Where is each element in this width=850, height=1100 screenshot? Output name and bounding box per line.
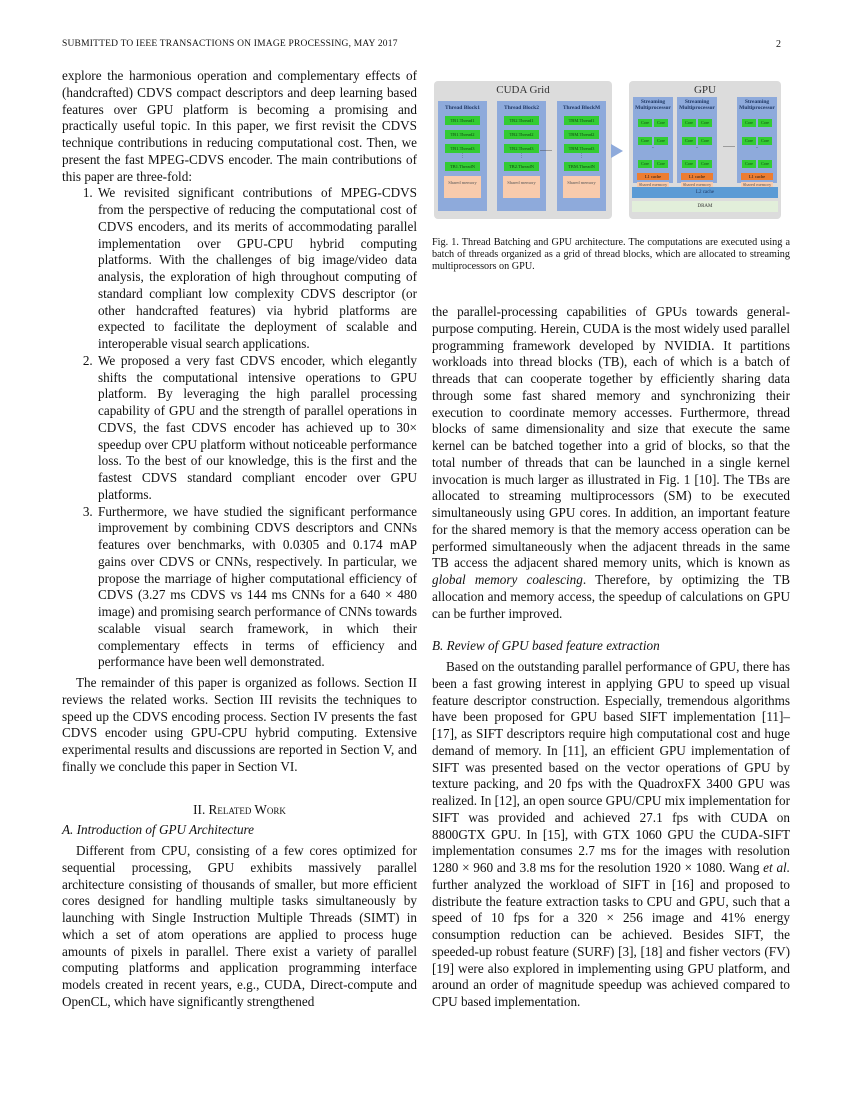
text: the parallel-processing capabilities of GPUs towards general-purpose computing. Herein, CUDA is the most widely used parallel programming framework developed by NVIDIA. It partitions workloads into thread blocks (TB), each of which is a batch of threads that can cooperate together by efficiently sharing data through some fast shared memory and synchronizing their execution to coordinate memory accesses. Furthermore, thread blocks of same dimensionality and size that execute the same kernel can be batched together into a grid of blocks, so that the total number of threads that can be launched in a single kernel invocation is much larger as illustrated in Fig. 1 [10]. The TBs are allocated to streaming multiprocessors (SM) to be executed simultaneously using GPU cores. In addition, an important feature for the shared memory is that the memory access operation can be performed simultaneously when the adjacent threads in the same TB access the adjacent shared memory units, which is known as bbox=[432, 304, 790, 571]
thread: TB2.ThreadN bbox=[504, 162, 539, 171]
l1-cache: L1 cache bbox=[637, 173, 669, 180]
streaming-multiprocessor: Streaming Multiprocessor Core CoreCore Core - Core Core L1 cache Shared memory bbox=[633, 97, 673, 183]
streaming-multiprocessor: Streaming Multiprocessor Core CoreCore Core - Core Core L1 cache Shared memory bbox=[677, 97, 717, 183]
core: Core bbox=[682, 137, 696, 145]
thread-block bbox=[438, 101, 487, 211]
core: Core bbox=[742, 160, 756, 168]
l2-cache: L2 cache bbox=[632, 187, 778, 198]
shared-memory: Shared memory bbox=[681, 182, 713, 196]
core: Core bbox=[682, 119, 696, 127]
sm-title: Streaming Multiprocessor bbox=[679, 99, 715, 111]
figure-caption: Fig. 1. Thread Batching and GPU architecture. The computations are executed using a batch of threads organized as a grid of thread blocks, which are allocated to streaming multiprocessors on GPU. bbox=[432, 237, 790, 273]
ellipsis: ...... bbox=[540, 144, 552, 153]
shared-memory: Shared memory bbox=[503, 176, 540, 198]
core: Core bbox=[742, 137, 756, 145]
vertical-ellipsis: ⋮ bbox=[519, 154, 524, 159]
emphasis: global memory coalescing bbox=[432, 572, 583, 587]
text: . Therefore, by optimizing the TB allocation and memory access, the speedup of calculations on GPU can be further improved. bbox=[432, 572, 790, 621]
section-heading: II. Related Work bbox=[193, 801, 286, 817]
thread: TB1.ThreadN bbox=[445, 162, 480, 171]
thread: TBM.Thread2 bbox=[564, 130, 599, 139]
streaming-multiprocessor: Streaming Multiprocessor Core CoreCore Core - Core Core L1 cache Shared memory bbox=[737, 97, 777, 183]
text: Based on the outstanding parallel performance of GPU, there has been a fast growing interest in applying GPU to speed up visual feature descriptor construction. Especially, tremendous algorithms have been proposed for GPU based SIFT implementation [11]–[17], as SIFT descriptors require high computational cost and huge demand of memory. In [11], an efficient GPU implementation of SIFT was presented based on the vector operations of GPU by texture packing, and 20 fps with the QuadroxFX 3400 GPU was realized. In [12], an open source GPU/CPU mix implementation for SIFT was provided and achieved 27.1 fps with CUDA on 8800GTX GPU. In [15], with GTX 1060 GPU the CUDA-SIFT implementation consumes 2.7 ms for the images with resolution 1280 × 960 and 3.8 ms for the resolution 1920 × 1080. Wang bbox=[432, 659, 790, 875]
gpu-paragraph: Different from CPU, consisting of a few cores optimized for sequential processing, GPU exhibits massively parallel architecture consisting of thousands of smaller, but more efficient cores designed for handling multiple tasks simultaneously by launching with Single Instruction Multiple Threads (SIMT) in which a set of atom operations are applied to process huge amounts of pixels in parallel. There exist a variety of parallel computing platforms and application programming interface models created in recent years, e.g., CUDA, Direct-compute and OpenCL, which have significantly strengthened bbox=[62, 843, 417, 1009]
thread: TB1.Thread1 bbox=[445, 116, 480, 125]
core: Core bbox=[638, 160, 652, 168]
core: Core bbox=[758, 137, 772, 145]
vertical-ellipsis: ⋮ bbox=[460, 154, 465, 159]
core: Core bbox=[654, 119, 668, 127]
dram: DRAM bbox=[632, 201, 778, 212]
thread: TBM.Thread1 bbox=[564, 116, 599, 125]
right-column bbox=[432, 304, 790, 1011]
thread-block-title: Thread BlockM bbox=[562, 105, 601, 111]
contribution-item: 3. Furthermore, we have studied the significant performance improvement by combining CDVS descriptors and CNNs features over benchmarks, with 0.0305 and 0.174 mAP gains over CDVS or CNNs, respectively. In particular, we propose the marriage of higher computational efficiency of CDVS (3.27 ms CDVS vs 144 ms CNNs for a 640 × 480 image) and promising search performance of CNNs towards scalable visual search framework, in which their complementary effects in terms of efficiency and performance have been well demonstrated. bbox=[96, 504, 417, 672]
vertical-ellipsis: ⋮ bbox=[579, 154, 584, 159]
emphasis: et al. bbox=[763, 860, 790, 875]
l1-cache: L1 cache bbox=[681, 173, 713, 180]
left-column bbox=[62, 68, 417, 1011]
shared-memory: Shared memory bbox=[444, 176, 481, 198]
thread-block bbox=[497, 101, 546, 211]
cuda-grid-title: CUDA Grid bbox=[496, 84, 550, 96]
thread: TB2.Thread3 bbox=[504, 144, 539, 153]
running-header: SUBMITTED TO IEEE TRANSACTIONS ON IMAGE PROCESSING, MAY 2017 bbox=[62, 39, 398, 49]
arrow-icon bbox=[611, 144, 623, 158]
core: Core bbox=[638, 119, 652, 127]
text: further analyzed the workload of SIFT in [16] and proposed to distribute the feature extraction tasks to CPU and GPU, such that a speed of 10 fps for a 320 × 256 image and 41% energy consumption reduction can be achieved. Besides SIFT, the speeded-up robust feature (SURF) [3], [18] and fisher vectors (FV) [19] were also explored in implementing using GPU platform, and around an order of magnitude speedup was achieved compared to CPU based implementation. bbox=[432, 876, 790, 1009]
review-paragraph bbox=[432, 659, 790, 1011]
subsection-heading: B. Review of GPU based feature extraction bbox=[432, 638, 660, 654]
thread: TB2.Thread2 bbox=[504, 130, 539, 139]
intro-paragraph: explore the harmonious operation and complementary effects of (handcrafted) CDVS compact descriptors and deep learning based features over GPU platform is becoming a promising and practically useful topic. In this paper, we first revisit the CDVS technique contributions in reducing computational cost. Then, we present the fast MPEG-CDVS encoder. The main contributions of this paper are three-fold: bbox=[62, 68, 417, 184]
remainder-paragraph: The remainder of this paper is organized as follows. Section II reviews the related works. Section III revisits the techniques to speed up the CDVS encoding process. Section IV presents the fast CDVS encoder using GPU-CPU hybrid computing. Extensive experimental results and discussions are reported in Section V, and finally we conclude this paper in Section VI. bbox=[62, 675, 417, 774]
contributions-list bbox=[62, 185, 417, 671]
core: Core bbox=[698, 160, 712, 168]
core: Core bbox=[742, 119, 756, 127]
thread: TBM.ThreadN bbox=[564, 162, 599, 171]
shared-memory: Shared memory bbox=[637, 182, 669, 196]
core: Core bbox=[654, 160, 668, 168]
core: Core bbox=[758, 160, 772, 168]
thread: TBM.Thread3 bbox=[564, 144, 599, 153]
gpu-title: GPU bbox=[693, 84, 716, 96]
thread: TB2.Thread1 bbox=[504, 116, 539, 125]
core: Core bbox=[638, 137, 652, 145]
core: Core bbox=[698, 137, 712, 145]
cuda-paragraph bbox=[432, 304, 790, 622]
contribution-item: 2. We proposed a very fast CDVS encoder, which elegantly shifts the computational intensive operations to GPU platform. By leveraging the high parallel processing capability of GPU and the strength of parallel operations in CDVS, the fast CDVS encoder has achieved up to 30× speedup over CPU platform without noticeable performance loss. To the best of our knowledge, this is the first and the fastest CDVS standard compliant encoder over GPU platforms. bbox=[96, 353, 417, 504]
contribution-item: 1. We revisited significant contributions of MPEG-CDVS from the perspective of reducing the computational cost of CDVS encoders, and its merits of accommodating parallel implementation over GPU-CPU hybrid computing platforms. With the challenges of big image/video data analysis, the exploration of high throughout computing of standard compliant low complexity CDVS descriptor (or other handcrafted features) via hybrid platforms are expected to facilitate the deployment of scalable and interoperable visual search applications. bbox=[96, 185, 417, 353]
thread-block-title: Thread Block1 bbox=[445, 105, 480, 111]
core: Core bbox=[758, 119, 772, 127]
sm-title: Streaming Multiprocessor bbox=[739, 99, 775, 111]
core: Core bbox=[654, 137, 668, 145]
thread-block bbox=[557, 101, 606, 211]
ellipsis: ...... bbox=[723, 140, 735, 149]
shared-memory: Shared memory bbox=[741, 182, 773, 196]
page-number: 2 bbox=[776, 39, 782, 50]
sm-title: Streaming Multiprocessor bbox=[635, 99, 671, 111]
core: Core bbox=[698, 119, 712, 127]
thread-block-title: Thread Block2 bbox=[504, 105, 539, 111]
l1-cache: L1 cache bbox=[741, 173, 773, 180]
shared-memory: Shared memory bbox=[563, 176, 600, 198]
thread: TB1.Thread3 bbox=[445, 144, 480, 153]
subsection-heading: A. Introduction of GPU Architecture bbox=[62, 822, 255, 838]
thread: TB1.Thread2 bbox=[445, 130, 480, 139]
core: Core bbox=[682, 160, 696, 168]
